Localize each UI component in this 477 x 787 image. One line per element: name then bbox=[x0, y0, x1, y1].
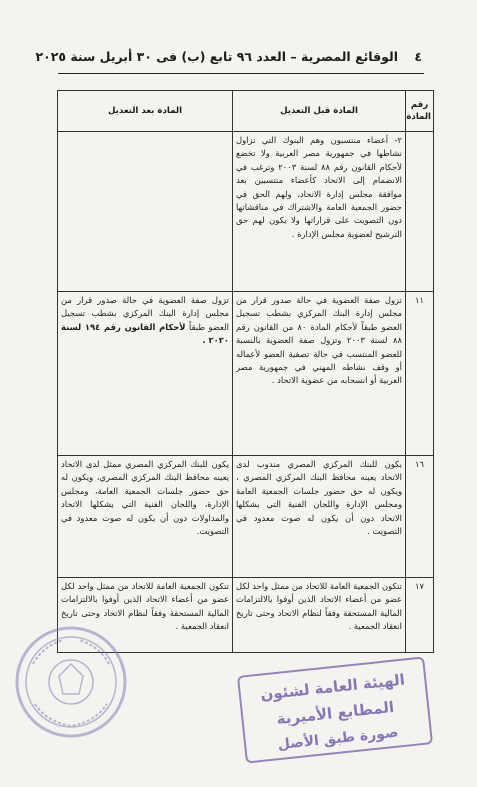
header-divider bbox=[58, 73, 424, 74]
article-after-text: يكون للبنك المركزي المصري ممثل لدى الاتحاد يعينه محافظ البنك المركزي المصري، ويكون له حق حضور جلسات الجمعية العامة، ومجلس الإدارة، واللجان الفنية التي يشكلها الاتحاد والمداولات دون أن يكون له صوت معدود في التصويت. bbox=[61, 459, 229, 537]
page-number: ٤ bbox=[414, 49, 422, 64]
column-header-before: المادة قبل التعديل bbox=[233, 91, 406, 132]
stamp-copy-text: صورة طبق الأصل bbox=[276, 724, 400, 754]
article-after bbox=[58, 456, 233, 578]
article-after bbox=[58, 578, 233, 653]
article-number bbox=[406, 132, 434, 292]
article-before: ٢- أعضاء منتسبون وهم البنوك التي تزاول نشاطها في جمهورية مصر العربية ولا تخضع لأحكام القانون رقم ٨٨ لسنة ٢٠٠٣ وترغب في الانضمام إلى الاتحاد كأعضاء منتسبين بعد موافقة مجلس إدارة الاتحاد، ولهم الحق في حضور الجمعية العامة والاشتراك في مناقشاتها دون التصويت على قراراتها ولا يكون لهم حق الترشيح لعضوية مجلس الإدارة . bbox=[233, 132, 406, 292]
article-before: يكون للبنك المركزي المصري مندوب لدى الاتحاد يعينه محافظ البنك المركزي المصري ، ويكون له حق حضور جلسات الجمعية العامة ومجلس الإدارة واللجان الفنية التي يشكلها الاتحاد دون أن يكون له صوت معدود في التصويت . bbox=[233, 456, 406, 578]
column-header-number: رقم المادة bbox=[406, 91, 434, 132]
table-header-row bbox=[58, 91, 434, 132]
stamp-authority-text: الهيئة العامة لشئون المطابع الأميرية bbox=[259, 670, 406, 729]
page-header bbox=[35, 44, 422, 70]
article-after bbox=[58, 132, 233, 292]
column-header-after: المادة بعد التعديل bbox=[58, 91, 233, 132]
article-before: تتكون الجمعية العامة للاتحاد من ممثل واحد لكل عضو من أعضاء الاتحاد الذين أوفوا بالالتزامات المالية المستحقة وفقاً لنظام الاتحاد وحتى تاريخ انعقاد الجمعية . bbox=[233, 578, 406, 653]
article-number: ١١ bbox=[406, 292, 434, 456]
certified-copy-stamp bbox=[237, 656, 433, 763]
article-number: ١٧ bbox=[406, 578, 434, 653]
table-row bbox=[58, 578, 434, 653]
article-after-bold: لأحكام القانون رقم ١٩٤ لسنة ٢٠٢٠ . bbox=[61, 321, 229, 346]
article-after bbox=[58, 292, 233, 456]
article-after-text: تتكون الجمعية العامة للاتحاد من ممثل واحد لكل عضو من أعضاء الاتحاد الذين أوفوا بالالتزامات المالية المستحقة وفقاً لنظام الاتحاد وحتى تاريخ انعقاد الجمعية . bbox=[61, 581, 229, 632]
table-row bbox=[58, 456, 434, 578]
table-row bbox=[58, 292, 434, 456]
table-row bbox=[58, 132, 434, 292]
article-after-text: تزول صفة العضوية في حالة صدور قرار من مجلس إدارة البنك المركزي بشطب تسجيل العضو طبقاً bbox=[61, 295, 229, 332]
amendments-table bbox=[57, 90, 434, 653]
article-number: ١٦ bbox=[406, 456, 434, 578]
article-before: تزول صفة العضوية في حالة صدور قرار من مجلس إدارة البنك المركزي بشطب تسجيل العضو طبقاً لأحكام المادة ٨٠ من القانون رقم ٨٨ لسنة ٢٠٠٣ وتزول صفة العضوية بالنسبة للعضو المنتسب في حالة تصفية العضو لأعماله أو وقف نشاطه المهني في جمهورية مصر العربية أو انسحابه من عضوية الاتحاد . bbox=[233, 292, 406, 456]
gazette-title: الوقائع المصرية – العدد ٩٦ تابع (ب) فى ٣٠ أبريل سنة ٢٠٢٥ bbox=[35, 49, 398, 64]
